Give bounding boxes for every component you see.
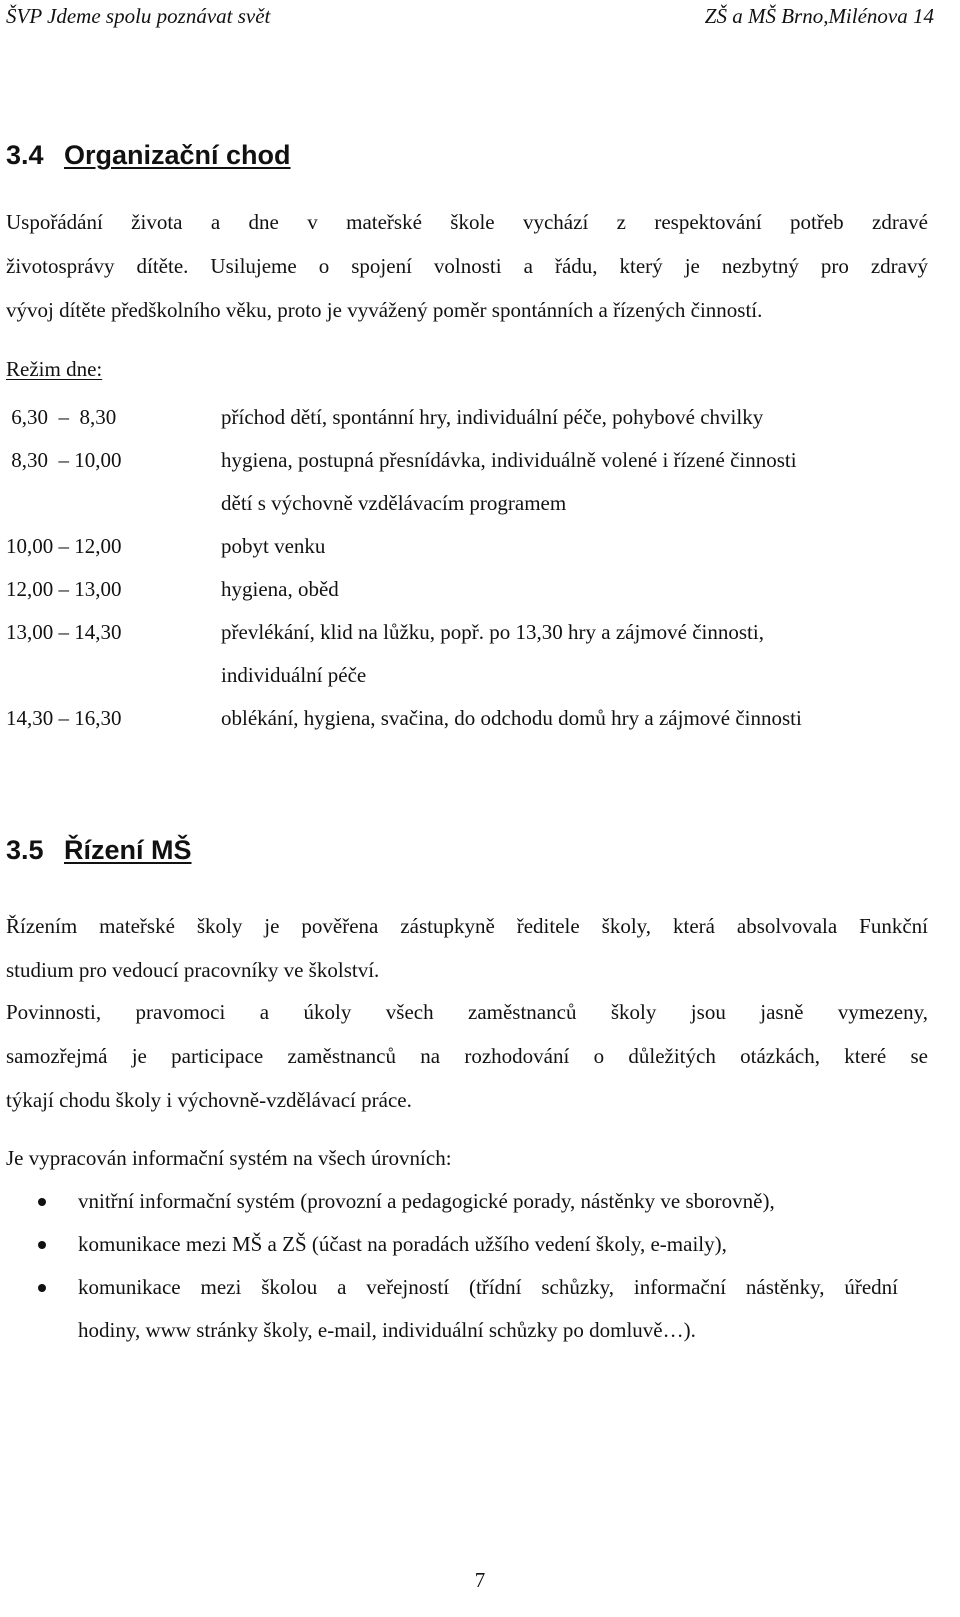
header-left: ŠVP Jdeme spolu poznávat svět [6, 4, 271, 28]
header-right: ZŠ a MŠ Brno,Milénova 14 [704, 4, 934, 28]
schedule-activity: pobyt venku [221, 534, 326, 558]
info-system-list [0, 1180, 960, 1352]
schedule-time: 13,00 – 14,30 [6, 620, 122, 644]
schedule-activity: hygiena, oběd [221, 577, 339, 601]
paragraph-line: Řízením mateřské školy je pověřena zástupkyně ředitele školy, která absolvovala Funkční [6, 914, 928, 938]
section-number: 3.5 [6, 835, 44, 865]
management-paragraph [6, 904, 928, 992]
section-heading-organizacni-chod [6, 140, 291, 171]
bullet-icon [38, 1198, 46, 1206]
schedule-row [0, 568, 960, 611]
schedule-time: 12,00 – 13,00 [6, 577, 122, 601]
schedule-label: Režim dne: [6, 357, 103, 381]
schedule-activity: oblékání, hygiena, svačina, do odchodu domů hry a zájmové činnosti [221, 706, 802, 730]
schedule-activity: převlékání, klid na lůžku, popř. po 13,30 hry a zájmové činnosti, individuální péče [221, 620, 764, 687]
schedule-time: 10,00 – 12,00 [6, 534, 122, 558]
paragraph-line: životosprávy dítěte. Usilujeme o spojení volnosti a řádu, který je nezbytný pro zdravý [6, 254, 928, 278]
paragraph-line: Povinnosti, pravomoci a úkoly všech zaměstnanců školy jsou jasně vymezeny, [6, 1000, 928, 1024]
schedule-time: 6,30 – 8,30 [6, 405, 117, 429]
bullet-icon [38, 1284, 46, 1292]
schedule-row [0, 611, 960, 697]
page-number: 7 [474, 1568, 486, 1592]
schedule-activity: hygiena, postupná přesnídávka, individuálně volené i řízené činnosti dětí s výchovně vzdělávacím programem [221, 448, 797, 515]
paragraph-line: samozřejmá je participace zaměstnanců na rozhodování o důležitých otázkách, které se [6, 1044, 928, 1068]
bullet-icon [38, 1241, 46, 1249]
intro-paragraph [6, 200, 928, 332]
section-number: 3.4 [6, 140, 44, 170]
paragraph-line: studium pro vedoucí pracovníky ve školství. [6, 958, 380, 982]
schedule-row [0, 439, 960, 525]
schedule-time: 14,30 – 16,30 [6, 706, 122, 730]
info-system-intro: Je vypracován informační systém na všech úrovních: [6, 1146, 452, 1170]
section-title: Organizační chod [64, 140, 291, 170]
schedule-row [0, 697, 960, 740]
duties-paragraph [6, 990, 928, 1122]
list-item: komunikace mezi školou a veřejností (třídní schůzky, informační nástěnky, úřední hodiny, www stránky školy, e-mail, individuální schůzky po domluvě…). [0, 1266, 960, 1352]
schedule-activity: příchod dětí, spontánní hry, individuální péče, pohybové chvilky [221, 405, 764, 429]
list-item: vnitřní informační systém (provozní a pedagogické porady, nástěnky ve sborovně), [0, 1180, 960, 1223]
schedule-time: 8,30 – 10,00 [6, 448, 122, 472]
paragraph-line: Uspořádání života a dne v mateřské škole vychází z respektování potřeb zdravé [6, 210, 928, 234]
daily-schedule [0, 396, 960, 740]
paragraph-line: týkají chodu školy i výchovně-vzdělávací práce. [6, 1088, 412, 1112]
schedule-row [0, 396, 960, 439]
section-title: Řízení MŠ [64, 835, 192, 865]
list-item: komunikace mezi MŠ a ZŠ (účast na poradách užšího vedení školy, e-maily), [0, 1223, 960, 1266]
paragraph-line: vývoj dítěte předškolního věku, proto je vyvážený poměr spontánních a řízených činností. [6, 298, 763, 322]
section-heading-rizeni-ms [6, 835, 192, 866]
schedule-row [0, 525, 960, 568]
